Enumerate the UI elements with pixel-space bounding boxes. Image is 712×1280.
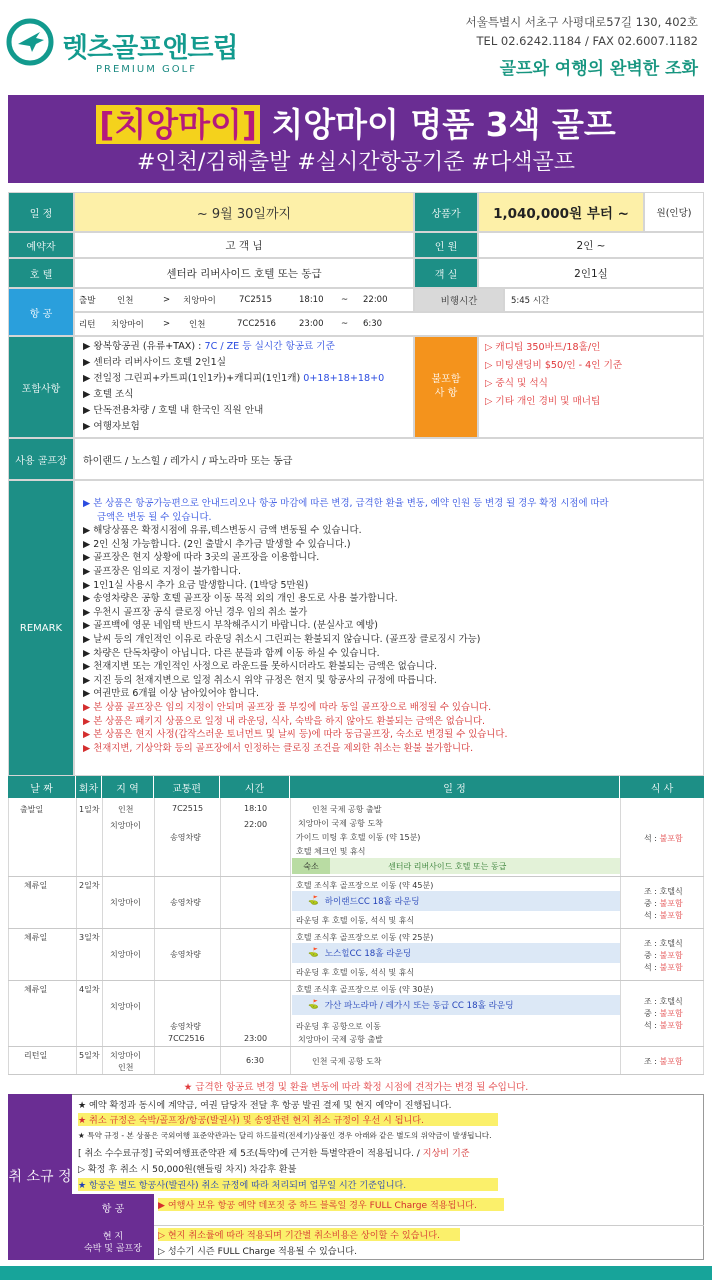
sched-header-plan: 일 정 [290, 776, 620, 798]
golf-flag-icon: ⛳ [308, 948, 319, 958]
d1-plan-1: 인천 국제 공항 출발 [312, 805, 382, 814]
remark-item: ▶ 해당상품은 확정시점에 유류,텍스변동시 금액 변동될 수 있습니다. [83, 525, 362, 537]
golf-flag-icon: ⛳ [308, 896, 319, 906]
remark-item: ▶ 1인1실 사용시 추가 요금 발생합니다. (1박당 5만원) [83, 579, 309, 591]
schedule-value: ~ 9월 30일까지 [74, 192, 414, 232]
people-value: 2인 ~ [478, 232, 704, 258]
d2-meal-3: 석 : 불포함 [644, 911, 683, 920]
price-unit: 원(인당) [644, 192, 704, 232]
cancel-policy-label: 취 소 규 정 [8, 1094, 72, 1260]
course-label: 사용 골프장 [8, 438, 74, 480]
cancel-local-label: 현 지 숙박 및 골프장 [72, 1226, 154, 1260]
d4-date: 체류일 [24, 985, 48, 994]
cancel-line-2: ★ 취소 규정은 숙박/골프장/항공(발권사) 및 송영관련 현지 취소 규정이 우선 시 됩니다. [78, 1113, 498, 1126]
d1-date: 출발일 [20, 805, 44, 814]
exclude-item: ▷ 기타 개인 경비 및 매너팁 [485, 396, 601, 407]
d1-region-2: 치앙마이 [110, 821, 141, 830]
d2-region: 치앙마이 [110, 898, 141, 907]
remark-item: ▶ 본 상품은 현지 사정(갑작스러운 토너먼트 및 날씨 등)에 따라 동급골프장, 숙소로 변경될 수 있습니다. [83, 729, 508, 741]
d2-vehicle: 송영차량 [170, 898, 201, 907]
d5-region-2: 인천 [118, 1063, 134, 1072]
remark-item: ▶ 우천시 골프장 공식 클로징 아닌 경우 임의 취소 불가 [83, 606, 308, 618]
include-item: ▶ 단독전용차량 / 호텔 내 한국인 직원 안내 [83, 405, 264, 416]
d2-meal-1: 조 : 호텔식 [644, 887, 683, 896]
d1-vehicle: 송영차량 [170, 833, 201, 842]
logo-icon [6, 18, 54, 66]
include-item: ▶ 전일정 그린피+카트피(1인1카)+캐디피(1인1캐) 0+18+18+18+0 [83, 373, 385, 384]
cancel-line-4: [ 취소 수수료규정] 국외여행표준약관 제 5조(특약)에 근거한 특별약관이 적용됩니다. / 지상비 기준 [78, 1149, 470, 1159]
hotel-value: 센터라 리버사이드 호텔 또는 동급 [74, 258, 414, 288]
d4-plan-3: 치앙마이 국제 공항 출발 [298, 1035, 383, 1044]
cancel-line-5: ▷ 확정 후 취소 시 50,000원(핸들링 차지) 차감후 환불 [78, 1165, 297, 1175]
cancel-air-label: 항 공 [72, 1194, 154, 1226]
remark-item: ▶ 송영차량은 공항 호텔 골프장 이동 목적 외의 개인 용도로 사용 불가합니다. [83, 593, 398, 605]
d5-plan-1: 인천 국제 공항 도착 [312, 1057, 382, 1066]
footer-bar [0, 1266, 712, 1280]
d1-stay-value: 센터라 리버사이드 호텔 또는 동급 [388, 862, 507, 871]
cancel-air-text: ▶ 여행사 보유 항공 예약 데포짓 중 하드 블록일 경우 FULL Charge 적용됩니다. [158, 1198, 504, 1211]
company-phone: TEL 02.6242.1184 / FAX 02.6007.1182 [476, 34, 698, 48]
remark-label: REMARK [8, 480, 74, 776]
remark-item: ▶ 본 상품은 항공가능편으로 안내드리오나 항공 마감에 따른 변경, 급격한 환율 변동, 예약 인원 등 변경 될 경우 확정 시점에 따라 [83, 498, 609, 509]
d4-vehicle: 송영차량 [170, 1022, 201, 1031]
d1-stay-row [292, 858, 620, 874]
d1-stay-label: 숙소 [292, 858, 330, 874]
remark-item: 금액은 변동 될 수 있습니다. [97, 511, 212, 523]
d1-plan-3: 가이드 미팅 후 호텔 이동 (약 15분) [296, 833, 421, 842]
remark-item: ▶ 골프장은 현지 상황에 따라 3곳의 골프장을 이용합니다. [83, 552, 320, 564]
golf-flag-icon: ⛳ [308, 1000, 319, 1010]
sched-header-time: 시간 [220, 776, 290, 798]
d3-golf-round: ⛳ 노스힐CC 18홀 라운딩 [292, 943, 620, 963]
d5-region-1: 치앙마이 [110, 1051, 141, 1060]
banner-title [8, 99, 704, 146]
remark-item: ▶ 지진 등의 천재지변으로 일정 취소시 위약 규정은 현지 및 항공사의 규정에 따릅니다. [83, 674, 437, 686]
d4-plan-1: 호텔 조식후 골프장으로 이동 (약 30분) [296, 985, 434, 994]
schedule-note: ★ 급격한 항공료 변경 및 환율 변동에 따라 확정 시점에 견적가는 변경 될 수입니다. [183, 1082, 529, 1093]
cancel-line-3: ★ 특약 규정 - 본 상품은 국외여행 표준약관과는 달리 하드블럭(전세기)상품인 경우 아래와 같은 별도의 위약금이 발생됩니다. [78, 1131, 492, 1140]
room-label: 객 실 [414, 258, 478, 288]
d2-meal-2: 중 : 불포함 [644, 899, 683, 908]
d3-day: 3일차 [79, 933, 100, 942]
d3-plan-1: 호텔 조식후 골프장으로 이동 (약 25분) [296, 933, 434, 942]
include-item: ▶ 여행자보험 [83, 421, 140, 432]
slogan: 골프와 여행의 완벽한 조화 [499, 59, 698, 79]
exclude-item: ▷ 미팅샌딩비 $50/인 - 4인 기준 [485, 360, 623, 371]
include-label: 포함사항 [8, 336, 74, 438]
d4-meal-1: 조 : 호텔식 [644, 997, 683, 1006]
sched-header-day: 회차 [76, 776, 102, 798]
d5-meal: 조 : 불포함 [644, 1057, 683, 1066]
d2-plan-2: 라운딩 후 호텔 이동, 석식 및 휴식 [296, 916, 415, 925]
booker-value: 고 객 님 [74, 232, 414, 258]
booker-label: 예약자 [8, 232, 74, 258]
remark-item: ▶ 본 상품 골프장은 임의 지정이 안되며 골프장 풀 부킹에 따라 동일 골프장으로 배정될 수 있습니다. [83, 701, 492, 713]
sched-header-meal: 식 사 [620, 776, 704, 798]
exclude-item: ▷ 중식 및 석식 [485, 378, 548, 389]
d4-day: 4일차 [79, 985, 100, 994]
remark-item: ▶ 본 상품은 패키지 상품으로 일정 내 라운딩, 식사, 숙박을 하지 않아도 환불되는 금액은 없습니다. [83, 715, 486, 727]
flight-outbound: 출발 인천 > 치앙마이 7C2515 18:10 ~ 22:00 [74, 288, 414, 312]
d4-golf-round: ⛳ 가산 파노라마 / 레가시 또는 동급 CC 18홀 라운딩 [292, 995, 620, 1015]
sched-header-region: 지 역 [102, 776, 154, 798]
include-item: ▶ 센터라 리버사이드 호텔 2인1실 [83, 357, 226, 368]
d2-date: 체류일 [24, 881, 48, 890]
d1-meal: 석 : 불포함 [644, 834, 683, 843]
d5-day: 5일차 [79, 1051, 100, 1060]
hotel-label: 호 텔 [8, 258, 74, 288]
schedule-label: 일 정 [8, 192, 74, 232]
exclude-list [478, 336, 704, 438]
exclude-label: 불포함 사 항 [414, 336, 478, 438]
d1-region-1: 인천 [118, 805, 134, 814]
remark-item: ▶ 천재지변 또는 개인적인 사정으로 라운드를 못하시더라도 환불되는 금액은 없습니다. [83, 661, 437, 673]
d4-flight: 7CC2516 [168, 1034, 205, 1043]
include-item: ▶ 호텔 조식 [83, 389, 134, 400]
remark-item: ▶ 2인 신청 가능합니다. (2인 출발시 추가금 발생할 수 있습니다.) [83, 538, 351, 550]
people-label: 인 원 [414, 232, 478, 258]
d1-time-2: 22:00 [244, 820, 268, 829]
d4-plan-2: 라운딩 후 공항으로 이동 [296, 1022, 381, 1031]
d3-meal-3: 석 : 불포함 [644, 963, 683, 972]
banner-title-text: 치앙마이 명품 3색 골프 [259, 105, 616, 144]
remark-list [74, 480, 704, 776]
d1-day: 1일차 [79, 805, 100, 814]
flight-label: 항 공 [8, 288, 74, 336]
d1-plan-4: 호텔 체크인 및 휴식 [296, 847, 366, 856]
d2-plan-1: 호텔 조식후 골프장으로 이동 (약 45분) [296, 881, 434, 890]
d3-meal-1: 조 : 호텔식 [644, 939, 683, 948]
d3-vehicle: 송영차량 [170, 950, 201, 959]
room-value: 2인1실 [478, 258, 704, 288]
d1-time-1: 18:10 [244, 804, 268, 813]
d3-date: 체류일 [24, 933, 48, 942]
d5-time: 6:30 [246, 1056, 264, 1065]
d4-time: 23:00 [244, 1034, 268, 1043]
d4-meal-2: 중 : 불포함 [644, 1009, 683, 1018]
flight-time-value: 5:45 시간 [504, 288, 704, 312]
include-list [74, 336, 414, 438]
flight-return: 리턴 치앙마이 > 인천 7CC2516 23:00 ~ 6:30 [74, 312, 704, 336]
d4-region: 치앙마이 [110, 1002, 141, 1011]
logo-subtitle: PREMIUM GOLF [96, 64, 197, 75]
remark-item: ▶ 천재지변, 기상악화 등의 골프장에서 인정하는 클로징 조건을 제외한 취소는 환불 불가합니다. [83, 742, 474, 754]
sched-header-date: 날 짜 [8, 776, 76, 798]
cancel-local-1: ▷ 현지 취소률에 따라 적용되며 기간별 취소비용은 상이할 수 있습니다. [158, 1228, 460, 1241]
d3-plan-2: 라운딩 후 호텔 이동, 석식 및 휴식 [296, 968, 415, 977]
course-value: 하이랜드 / 노스힐 / 레가시 / 파노라마 또는 동급 [74, 438, 704, 480]
flight-time-label: 비행시간 [414, 288, 504, 312]
remark-item: ▶ 차량은 단독차량이 아닙니다. 다른 분들과 함께 이동 하실 수 있습니다. [83, 647, 380, 659]
d1-plan-2: 치앙마이 국제 공항 도착 [298, 819, 383, 828]
cancel-line-6: ★ 항공은 별도 항공사(발권사) 취소 규정에 따라 처리되며 업무일 시간 기준입니다. [78, 1178, 498, 1191]
remark-item: ▶ 날씨 등의 개인적인 이유로 라운딩 취소시 그린피는 환불되지 않습니다. (골프장 클로징시 가능) [83, 633, 481, 645]
cancel-local-2: ▷ 성수기 시즌 FULL Charge 적용될 수 있습니다. [158, 1247, 357, 1257]
sched-header-transport: 교통편 [154, 776, 220, 798]
remark-item: ▶ 골프백에 영문 네임택 반드시 부착해주시기 바랍니다. (분실사고 예방) [83, 620, 378, 632]
d2-golf-round: ⛳ 하이랜드CC 18홀 라운딩 [292, 891, 620, 911]
d1-flight: 7C2515 [172, 804, 204, 813]
banner-subtitle: #인천/김해출발 #실시간항공기준 #다색골프 [137, 150, 575, 175]
d5-date: 리턴일 [24, 1051, 48, 1060]
remark-item: ▶ 여권만료 6개월 이상 남아있어야 합니다. [83, 688, 259, 700]
cancel-air-row [154, 1194, 704, 1226]
exclude-item: ▷ 캐디팁 350바트/18홀/인 [485, 342, 601, 353]
price-label: 상품가 [414, 192, 478, 232]
d3-meal-2: 중 : 불포함 [644, 951, 683, 960]
d2-day: 2일차 [79, 881, 100, 890]
include-item: ▶ 왕복항공권 (유류+TAX) : 7C / ZE 등 실시간 항공료 기준 [83, 341, 335, 352]
remark-item: ▶ 골프장은 임의로 지정이 불가합니다. [83, 565, 241, 577]
cancel-line-1: ★ 예약 확정과 동시에 계약금, 여권 담당자 전달 후 항공 발권 결제 및 현지 예약이 진행됩니다. [78, 1101, 452, 1111]
price-value: 1,040,000원 부터 ~ [478, 192, 644, 232]
logo-text: 렛츠골프앤트립 [62, 33, 238, 64]
title-banner [8, 95, 704, 183]
banner-tag: [치앙마이] [96, 105, 260, 144]
d3-region: 치앙마이 [110, 950, 141, 959]
d4-meal-3: 석 : 불포함 [644, 1021, 683, 1030]
company-address: 서울특별시 서초구 사평대로57길 130, 402호 [465, 15, 698, 29]
